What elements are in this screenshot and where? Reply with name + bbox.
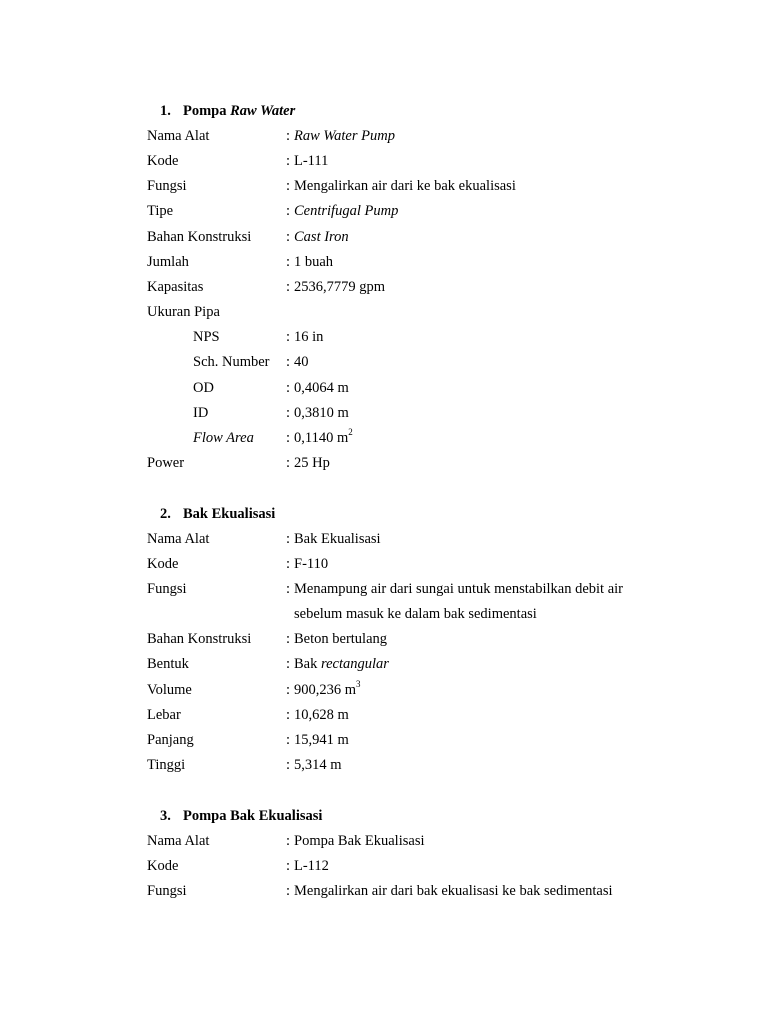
spec-label: Ukuran Pipa — [147, 304, 220, 320]
spec-colon: : — [286, 858, 291, 874]
section-number: 3. — [160, 808, 171, 824]
spec-sublabel: Flow Area — [193, 430, 254, 446]
spec-colon: : — [286, 229, 291, 245]
spec-value: Bak Ekualisasi — [294, 531, 381, 547]
spec-label: Lebar — [147, 707, 181, 723]
spec-colon: : — [286, 757, 291, 773]
spec-colon: : — [286, 732, 291, 748]
spec-label: Tipe — [147, 203, 174, 219]
spec-value: Raw Water Pump — [294, 128, 395, 144]
spec-row-kapasitas — [0, 275, 768, 300]
spec-colon: : — [286, 631, 291, 647]
spec-label: Fungsi — [147, 581, 187, 597]
spec-colon: : — [286, 128, 291, 144]
spec-label: Tinggi — [147, 757, 186, 773]
spec-label: Fungsi — [147, 178, 187, 194]
spec-colon: : — [286, 707, 291, 723]
spec-colon: : — [286, 153, 291, 169]
spec-value: 16 in — [294, 329, 324, 345]
spec-label: Panjang — [147, 732, 194, 748]
spec-row-bentuk — [0, 652, 768, 677]
spec-value-text: 900,236 m — [294, 682, 357, 698]
spec-value: Pompa Bak Ekualisasi — [294, 833, 425, 849]
spec-value: Mengalirkan air dari bak ekualisasi ke bak sedimentasi — [294, 883, 613, 899]
spec-sublabel: Sch. Number — [193, 354, 270, 370]
section-title: Pompa Bak Ekualisasi — [183, 808, 323, 824]
spec-row-kode — [0, 149, 768, 174]
spec-row-flow-area — [0, 426, 768, 451]
spec-colon: : — [286, 203, 291, 219]
spec-label: Power — [147, 455, 185, 471]
spec-row-fungsi-continued — [0, 602, 768, 627]
spec-colon: : — [286, 531, 291, 547]
section-heading — [160, 804, 322, 829]
section-heading — [160, 502, 275, 527]
spec-label: Kode — [147, 858, 179, 874]
spec-value-italic: rectangular — [320, 656, 389, 672]
spec-row-bahan-konstruksi — [0, 627, 768, 652]
spec-row-panjang — [0, 728, 768, 753]
spec-value — [294, 678, 361, 703]
spec-row-lebar — [0, 703, 768, 728]
spec-value: 0,4064 m — [294, 380, 349, 396]
spec-value: Cast Iron — [294, 229, 349, 245]
spec-row-id — [0, 401, 768, 426]
spec-sublabel: ID — [193, 405, 209, 421]
section-title: Pompa — [183, 103, 227, 119]
spec-value-text: Bak — [294, 656, 318, 672]
superscript: 2 — [348, 427, 353, 438]
spec-label: Bentuk — [147, 656, 189, 672]
spec-colon: : — [286, 380, 291, 396]
spec-row-sch-number — [0, 350, 768, 375]
spec-colon: : — [286, 279, 291, 295]
spec-row-nps — [0, 325, 768, 350]
spec-row-power — [0, 451, 768, 476]
spec-value: 15,941 m — [294, 732, 349, 748]
spec-row-fungsi — [0, 577, 768, 602]
spec-colon: : — [286, 556, 291, 572]
spec-colon: : — [286, 329, 291, 345]
spec-value-continued: sebelum masuk ke dalam bak sedimentasi — [294, 606, 537, 622]
section-heading — [160, 99, 295, 124]
spec-colon: : — [286, 656, 291, 672]
spec-label: Kode — [147, 153, 179, 169]
spec-value: 40 — [294, 354, 309, 370]
spec-value: 2536,7779 gpm — [294, 279, 386, 295]
spec-value: 1 buah — [294, 254, 334, 270]
spec-label: Kapasitas — [147, 279, 204, 295]
spec-row-bahan-konstruksi — [0, 225, 768, 250]
spec-row-fungsi — [0, 174, 768, 199]
spec-row-od — [0, 376, 768, 401]
spec-value: L-111 — [294, 153, 329, 169]
spec-label: Nama Alat — [147, 531, 210, 547]
spec-colon: : — [286, 883, 291, 899]
spec-value: L-112 — [294, 858, 329, 874]
section-title-italic: Raw Water — [230, 103, 296, 119]
spec-sublabel: NPS — [193, 329, 220, 345]
spec-label: Nama Alat — [147, 833, 210, 849]
spec-colon: : — [286, 430, 291, 446]
spec-row-tinggi — [0, 753, 768, 778]
spec-label: Fungsi — [147, 883, 187, 899]
spec-value: 10,628 m — [294, 707, 349, 723]
spec-value: Beton bertulang — [294, 631, 388, 647]
spec-colon: : — [286, 581, 291, 597]
spec-colon: : — [286, 254, 291, 270]
spec-value — [294, 426, 353, 451]
spec-colon: : — [286, 833, 291, 849]
spec-value: 25 Hp — [294, 455, 330, 471]
spec-row-nama-alat — [0, 527, 768, 552]
spec-row-fungsi — [0, 879, 768, 904]
spec-value: Centrifugal Pump — [294, 203, 399, 219]
spec-label: Volume — [147, 682, 192, 698]
spec-label: Jumlah — [147, 254, 189, 270]
spec-value: 5,314 m — [294, 757, 342, 773]
spec-row-tipe — [0, 199, 768, 224]
spec-row-nama-alat — [0, 829, 768, 854]
spec-row-nama-alat — [0, 124, 768, 149]
spec-colon: : — [286, 405, 291, 421]
superscript: 3 — [356, 679, 361, 690]
spec-label: Kode — [147, 556, 179, 572]
spec-value: 0,3810 m — [294, 405, 349, 421]
spec-label: Bahan Konstruksi — [147, 229, 252, 245]
spec-value-text: 0,1140 m — [294, 430, 349, 446]
spec-sublabel: OD — [193, 380, 214, 396]
section-title: Bak Ekualisasi — [183, 506, 276, 522]
spec-row-ukuran-pipa — [0, 300, 768, 325]
spec-value: F-110 — [294, 556, 329, 572]
spec-colon: : — [286, 682, 291, 698]
spec-row-jumlah — [0, 250, 768, 275]
spec-value: Mengalirkan air dari ke bak ekualisasi — [294, 178, 516, 194]
spec-label: Nama Alat — [147, 128, 210, 144]
spec-colon: : — [286, 455, 291, 471]
spec-row-kode — [0, 854, 768, 879]
spec-value — [294, 652, 389, 677]
section-number: 2. — [160, 506, 171, 522]
spec-colon: : — [286, 178, 291, 194]
spec-row-kode — [0, 552, 768, 577]
section-number: 1. — [160, 103, 171, 119]
spec-colon: : — [286, 354, 291, 370]
spec-row-volume — [0, 678, 768, 703]
spec-value: Menampung air dari sungai untuk menstabilkan debit air — [294, 581, 623, 597]
spec-label: Bahan Konstruksi — [147, 631, 252, 647]
